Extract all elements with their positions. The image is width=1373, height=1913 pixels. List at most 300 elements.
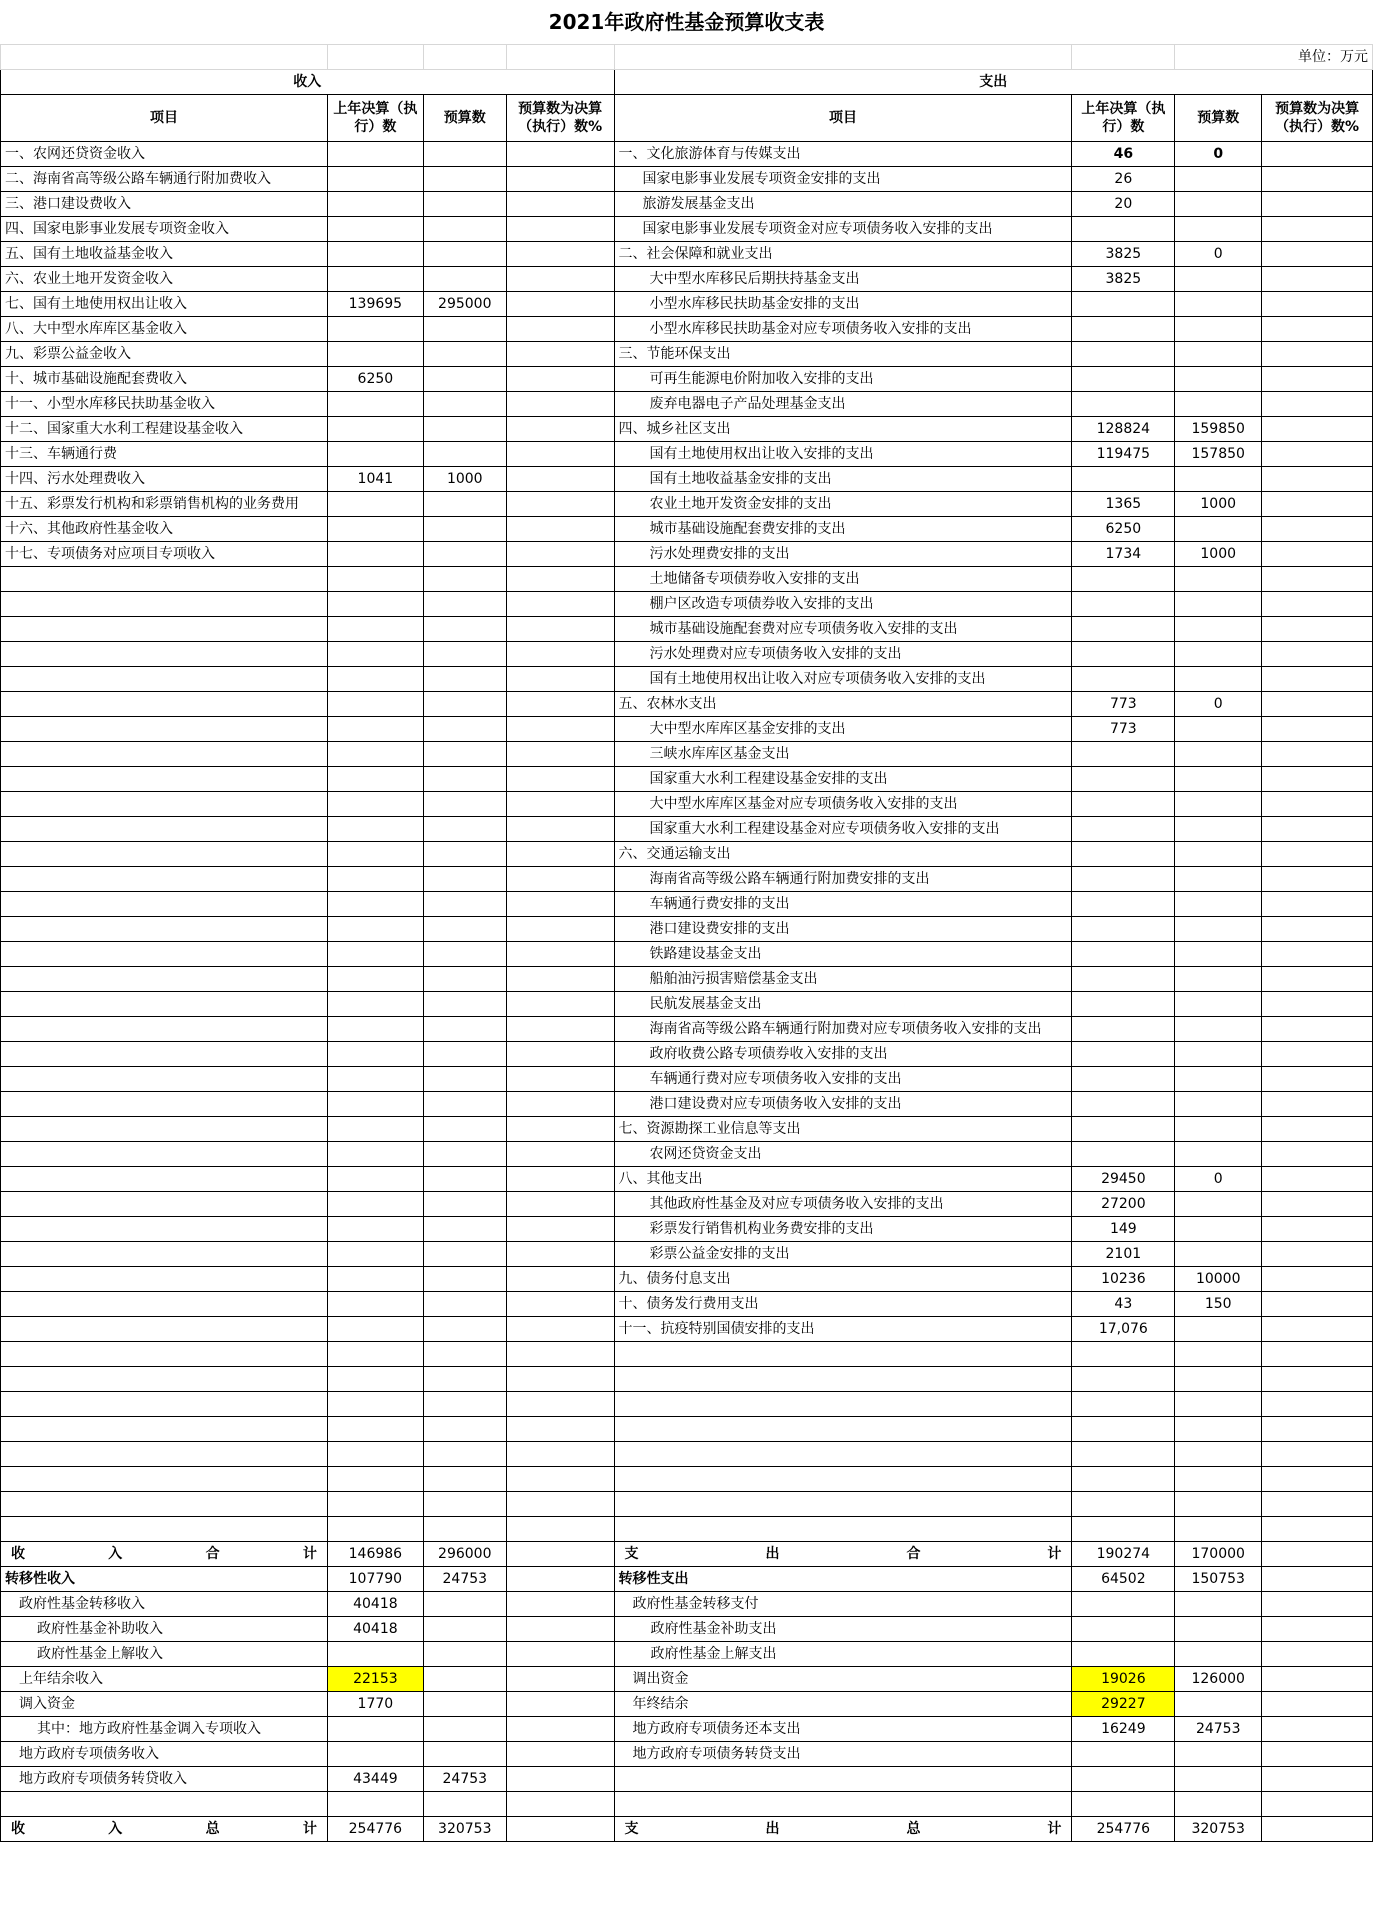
expense-budget [1175, 1792, 1262, 1817]
table-row [1, 1117, 1373, 1142]
table-row [1, 1517, 1373, 1542]
table-row [1, 292, 1373, 317]
income-last-year: 40418 [327, 1592, 423, 1617]
income-budget [423, 1217, 506, 1242]
table-row [1, 1492, 1373, 1517]
expense-item: 农网还贷资金支出 [614, 1142, 1072, 1167]
expense-ratio [1262, 392, 1373, 417]
expense-last-year [1072, 1792, 1175, 1817]
income-ratio [506, 1792, 614, 1817]
income-budget [423, 442, 506, 467]
grand-total-row-expense-label-text [619, 1817, 1068, 1841]
income-budget [423, 817, 506, 842]
income-ratio [506, 1492, 614, 1517]
income-ratio [506, 142, 614, 167]
income-item: 十七、专项债务对应项目专项收入 [1, 542, 328, 567]
expense-item: 政府收费公路专项债券收入安排的支出 [614, 1042, 1072, 1067]
expense-total-budget: 320753 [1175, 1817, 1262, 1842]
table-row [1, 1067, 1373, 1092]
income-last-year [327, 592, 423, 617]
expense-ratio [1262, 1767, 1373, 1792]
expense-budget: 157850 [1175, 442, 1262, 467]
income-ratio [506, 1117, 614, 1142]
expense-item: 十一、抗疫特别国债安排的支出 [614, 1317, 1072, 1342]
expense-ratio [1262, 267, 1373, 292]
income-item [1, 867, 328, 892]
transfer-row [1, 1767, 1373, 1792]
income-last-year [327, 942, 423, 967]
expense-ratio [1262, 1067, 1373, 1092]
income-ratio [506, 717, 614, 742]
expense-last-year [1072, 1042, 1175, 1067]
table-row [1, 192, 1373, 217]
income-total-last-year: 254776 [327, 1817, 423, 1842]
income-budget [423, 342, 506, 367]
income-last-year [327, 167, 423, 192]
income-ratio [506, 292, 614, 317]
income-ratio [506, 1467, 614, 1492]
expense-ratio [1262, 1192, 1373, 1217]
income-ratio [506, 192, 614, 217]
expense-item: 国有土地收益基金安排的支出 [614, 467, 1072, 492]
income-budget [423, 1392, 506, 1417]
income-item: 政府性基金上解收入 [1, 1642, 328, 1667]
transfer-row [1, 1792, 1373, 1817]
table-row [1, 792, 1373, 817]
expense-last-year: 19026 [1072, 1667, 1175, 1692]
income-item: 地方政府专项债务收入 [1, 1742, 328, 1767]
income-item [1, 1442, 328, 1467]
income-budget [423, 192, 506, 217]
expense-budget [1175, 1742, 1262, 1767]
expense-budget [1175, 342, 1262, 367]
expense-ratio [1262, 1442, 1373, 1467]
income-last-year [327, 242, 423, 267]
income-last-year [327, 192, 423, 217]
income-last-year [327, 617, 423, 642]
expense-ratio [1262, 1567, 1373, 1592]
subtotal-row-income-label-char: 合 [205, 1546, 220, 1562]
table-row [1, 892, 1373, 917]
income-ratio [506, 1592, 614, 1617]
income-ratio [506, 767, 614, 792]
income-last-year [327, 1017, 423, 1042]
expense-item: 地方政府专项债务还本支出 [614, 1717, 1072, 1742]
expense-ratio [1262, 1792, 1373, 1817]
income-budget [423, 617, 506, 642]
expense-ratio [1262, 1167, 1373, 1192]
income-item [1, 1192, 328, 1217]
income-last-year [327, 1792, 423, 1817]
expense-ratio [1262, 1517, 1373, 1542]
income-last-year: 1770 [327, 1692, 423, 1717]
income-item: 十、城市基础设施配套费收入 [1, 367, 328, 392]
expense-budget [1175, 867, 1262, 892]
expense-ratio [1262, 1042, 1373, 1067]
expense-total-last-year: 254776 [1072, 1817, 1175, 1842]
expense-budget [1175, 167, 1262, 192]
income-budget [423, 917, 506, 942]
expense-ratio [1262, 917, 1373, 942]
expense-last-year [1072, 767, 1175, 792]
expense-ratio [1262, 1667, 1373, 1692]
income-budget [423, 1267, 506, 1292]
expense-budget [1175, 592, 1262, 617]
income-budget [423, 1642, 506, 1667]
income-total-ratio [506, 1817, 614, 1842]
income-ratio [506, 1067, 614, 1092]
income-ratio [506, 1642, 614, 1667]
income-ratio [506, 692, 614, 717]
grand-total-row-income-label-char: 收 [11, 1821, 25, 1837]
income-item [1, 1217, 328, 1242]
expense-last-year [1072, 1417, 1175, 1442]
subtotal-row-income-label-char: 收 [11, 1546, 25, 1562]
expense-item [614, 1367, 1072, 1392]
income-budget [423, 1617, 506, 1642]
income-ratio [506, 942, 614, 967]
expense-ratio [1262, 1092, 1373, 1117]
expense-item-header: 项目 [614, 95, 1072, 142]
expense-budget: 126000 [1175, 1667, 1262, 1692]
expense-ratio [1262, 417, 1373, 442]
income-item [1, 1492, 328, 1517]
income-budget [423, 1692, 506, 1717]
income-item: 十五、彩票发行机构和彩票销售机构的业务费用 [1, 492, 328, 517]
expense-last-year [1072, 792, 1175, 817]
income-item: 八、大中型水库库区基金收入 [1, 317, 328, 342]
expense-last-year [1072, 467, 1175, 492]
income-item [1, 1017, 328, 1042]
expense-item: 九、债务付息支出 [614, 1267, 1072, 1292]
table-row [1, 342, 1373, 367]
expense-ratio [1262, 992, 1373, 1017]
income-last-year [327, 1392, 423, 1417]
income-last-year [327, 692, 423, 717]
income-last-year [327, 1092, 423, 1117]
income-ratio [506, 392, 614, 417]
table-row [1, 1367, 1373, 1392]
expense-budget [1175, 1117, 1262, 1142]
income-last-year [327, 867, 423, 892]
income-ratio [506, 317, 614, 342]
income-ratio [506, 1667, 614, 1692]
income-item [1, 792, 328, 817]
income-section-header: 收入 [1, 70, 615, 95]
income-item: 二、海南省高等级公路车辆通行附加费收入 [1, 167, 328, 192]
expense-budget [1175, 717, 1262, 742]
income-ratio [506, 742, 614, 767]
income-ratio [506, 1292, 614, 1317]
expense-ratio [1262, 867, 1373, 892]
income-item-header: 项目 [1, 95, 328, 142]
income-budget [423, 1492, 506, 1517]
expense-budget: 24753 [1175, 1717, 1262, 1742]
income-total-last-year: 146986 [327, 1542, 423, 1567]
table-row [1, 842, 1373, 867]
income-budget [423, 317, 506, 342]
income-item: 政府性基金补助收入 [1, 1617, 328, 1642]
income-budget [423, 492, 506, 517]
expense-last-year [1072, 1767, 1175, 1792]
income-ratio [506, 1742, 614, 1767]
income-item: 调入资金 [1, 1692, 328, 1717]
income-last-year [327, 342, 423, 367]
income-ratio [506, 1567, 614, 1592]
expense-ratio [1262, 1642, 1373, 1667]
income-budget [423, 567, 506, 592]
expense-budget-header: 预算数 [1175, 95, 1262, 142]
income-ratio [506, 367, 614, 392]
income-ratio [506, 667, 614, 692]
table-row [1, 517, 1373, 542]
expense-last-year [1072, 1517, 1175, 1542]
income-ratio [506, 1192, 614, 1217]
expense-budget [1175, 1692, 1262, 1717]
expense-budget [1175, 1467, 1262, 1492]
income-item [1, 942, 328, 967]
table-row [1, 667, 1373, 692]
expense-last-year [1072, 642, 1175, 667]
income-budget [423, 1017, 506, 1042]
income-item: 三、港口建设费收入 [1, 192, 328, 217]
expense-item [614, 1392, 1072, 1417]
income-ratio [506, 242, 614, 267]
transfer-row [1, 1667, 1373, 1692]
expense-budget [1175, 792, 1262, 817]
income-item [1, 1042, 328, 1067]
income-budget [423, 1242, 506, 1267]
table-row [1, 767, 1373, 792]
expense-total-budget: 170000 [1175, 1542, 1262, 1567]
income-budget [423, 1592, 506, 1617]
expense-budget [1175, 942, 1262, 967]
table-row [1, 617, 1373, 642]
expense-last-year [1072, 842, 1175, 867]
expense-budget [1175, 1492, 1262, 1517]
income-item: 转移性收入 [1, 1567, 328, 1592]
income-budget [423, 967, 506, 992]
income-last-year [327, 1242, 423, 1267]
income-budget [423, 717, 506, 742]
expense-last-year [1072, 1467, 1175, 1492]
income-item [1, 1267, 328, 1292]
expense-budget [1175, 1442, 1262, 1467]
income-ratio [506, 642, 614, 667]
income-ratio [506, 1142, 614, 1167]
table-row [1, 1467, 1373, 1492]
income-ratio [506, 967, 614, 992]
expense-ratio [1262, 1242, 1373, 1267]
income-item [1, 592, 328, 617]
income-last-year [327, 992, 423, 1017]
subtotal-row-expense-label-char: 出 [765, 1546, 780, 1562]
income-ratio [506, 1417, 614, 1442]
table-row [1, 867, 1373, 892]
expense-item: 十、债务发行费用支出 [614, 1292, 1072, 1317]
grand-total-row-expense-label-char: 计 [1047, 1821, 1062, 1837]
table-row [1, 1292, 1373, 1317]
income-last-year [327, 492, 423, 517]
expense-ratio [1262, 592, 1373, 617]
expense-item: 小型水库移民扶助基金对应专项债务收入安排的支出 [614, 317, 1072, 342]
expense-item: 棚户区改造专项债券收入安排的支出 [614, 592, 1072, 617]
expense-budget [1175, 367, 1262, 392]
expense-last-year: 119475 [1072, 442, 1175, 467]
expense-ratio [1262, 1717, 1373, 1742]
expense-budget [1175, 1642, 1262, 1667]
income-item [1, 1467, 328, 1492]
income-budget [423, 867, 506, 892]
expense-item: 六、交通运输支出 [614, 842, 1072, 867]
expense-last-year: 128824 [1072, 417, 1175, 442]
income-ratio [506, 1267, 614, 1292]
income-budget [423, 217, 506, 242]
expense-ratio [1262, 1392, 1373, 1417]
income-last-year [327, 892, 423, 917]
income-item: 十六、其他政府性基金收入 [1, 517, 328, 542]
income-last-year: 139695 [327, 292, 423, 317]
income-item [1, 1517, 328, 1542]
income-ratio [506, 1767, 614, 1792]
income-item [1, 692, 328, 717]
income-ratio [506, 1217, 614, 1242]
income-last-year [327, 1192, 423, 1217]
expense-ratio [1262, 1592, 1373, 1617]
income-last-year [327, 1167, 423, 1192]
income-last-year: 22153 [327, 1667, 423, 1692]
expense-total-last-year: 190274 [1072, 1542, 1175, 1567]
expense-last-year [1072, 917, 1175, 942]
expense-ratio [1262, 517, 1373, 542]
income-item [1, 1317, 328, 1342]
table-row [1, 242, 1373, 267]
expense-last-year [1072, 367, 1175, 392]
income-ratio [506, 1392, 614, 1417]
expense-item: 土地储备专项债券收入安排的支出 [614, 567, 1072, 592]
income-item [1, 1342, 328, 1367]
income-last-year: 43449 [327, 1767, 423, 1792]
income-last-year [327, 217, 423, 242]
income-ratio [506, 1092, 614, 1117]
expense-ratio [1262, 1267, 1373, 1292]
income-item [1, 817, 328, 842]
table-row [1, 142, 1373, 167]
expense-ratio [1262, 1142, 1373, 1167]
income-budget [423, 592, 506, 617]
expense-budget [1175, 1242, 1262, 1267]
expense-budget [1175, 517, 1262, 542]
income-item [1, 1242, 328, 1267]
income-budget [423, 542, 506, 567]
income-budget [423, 1117, 506, 1142]
expense-last-year [1072, 592, 1175, 617]
table-row [1, 217, 1373, 242]
expense-ratio [1262, 467, 1373, 492]
expense-budget [1175, 1317, 1262, 1342]
expense-last-year [1072, 742, 1175, 767]
expense-section-header: 支出 [614, 70, 1373, 95]
expense-last-year: 64502 [1072, 1567, 1175, 1592]
expense-item: 彩票公益金安排的支出 [614, 1242, 1072, 1267]
transfer-row [1, 1642, 1373, 1667]
income-last-year [327, 1367, 423, 1392]
expense-budget [1175, 267, 1262, 292]
income-item [1, 967, 328, 992]
expense-item: 五、农林水支出 [614, 692, 1072, 717]
expense-item: 七、资源勘探工业信息等支出 [614, 1117, 1072, 1142]
subtotal-row-income-label [1, 1542, 328, 1567]
expense-last-year [1072, 1117, 1175, 1142]
income-last-year [327, 842, 423, 867]
expense-ratio [1262, 1342, 1373, 1367]
income-last-year: 107790 [327, 1567, 423, 1592]
expense-item [614, 1442, 1072, 1467]
income-ratio [506, 542, 614, 567]
expense-last-year [1072, 1367, 1175, 1392]
expense-item [614, 1492, 1072, 1517]
income-item: 四、国家电影事业发展专项资金收入 [1, 217, 328, 242]
expense-item: 三、节能环保支出 [614, 342, 1072, 367]
expense-last-year [1072, 217, 1175, 242]
income-budget [423, 1367, 506, 1392]
expense-last-year: 6250 [1072, 517, 1175, 542]
income-budget [423, 1517, 506, 1542]
income-budget [423, 142, 506, 167]
income-last-year [327, 1292, 423, 1317]
income-ratio [506, 1517, 614, 1542]
expense-item [614, 1417, 1072, 1442]
expense-last-year [1072, 617, 1175, 642]
expense-budget [1175, 1392, 1262, 1417]
expense-total-ratio [1262, 1542, 1373, 1567]
expense-ratio [1262, 367, 1373, 392]
income-ratio [506, 792, 614, 817]
expense-item [614, 1517, 1072, 1542]
table-row [1, 1342, 1373, 1367]
expense-ratio [1262, 492, 1373, 517]
table-row [1, 717, 1373, 742]
table-row [1, 642, 1373, 667]
income-item [1, 892, 328, 917]
income-last-year [327, 1517, 423, 1542]
income-ratio [506, 492, 614, 517]
grand-total-row-income-label-char: 计 [302, 1821, 317, 1837]
expense-last-year: 46 [1072, 142, 1175, 167]
grand-total-row-income-label-text [5, 1817, 323, 1841]
expense-ratio [1262, 792, 1373, 817]
income-budget [423, 1292, 506, 1317]
income-item: 十四、污水处理费收入 [1, 467, 328, 492]
income-last-year [327, 1642, 423, 1667]
expense-item: 国家电影事业发展专项资金安排的支出 [614, 167, 1072, 192]
expense-item: 铁路建设基金支出 [614, 942, 1072, 967]
income-last-year [327, 642, 423, 667]
income-last-year [327, 1267, 423, 1292]
expense-item: 民航发展基金支出 [614, 992, 1072, 1017]
income-ratio [506, 992, 614, 1017]
subtotal-row [1, 1542, 1373, 1567]
expense-ratio [1262, 767, 1373, 792]
income-ratio [506, 842, 614, 867]
income-ratio [506, 817, 614, 842]
income-budget [423, 767, 506, 792]
income-budget [423, 1142, 506, 1167]
expense-ratio [1262, 542, 1373, 567]
expense-last-year: 16249 [1072, 1717, 1175, 1742]
income-last-year-header: 上年决算（执行）数 [327, 95, 423, 142]
transfer-row [1, 1692, 1373, 1717]
